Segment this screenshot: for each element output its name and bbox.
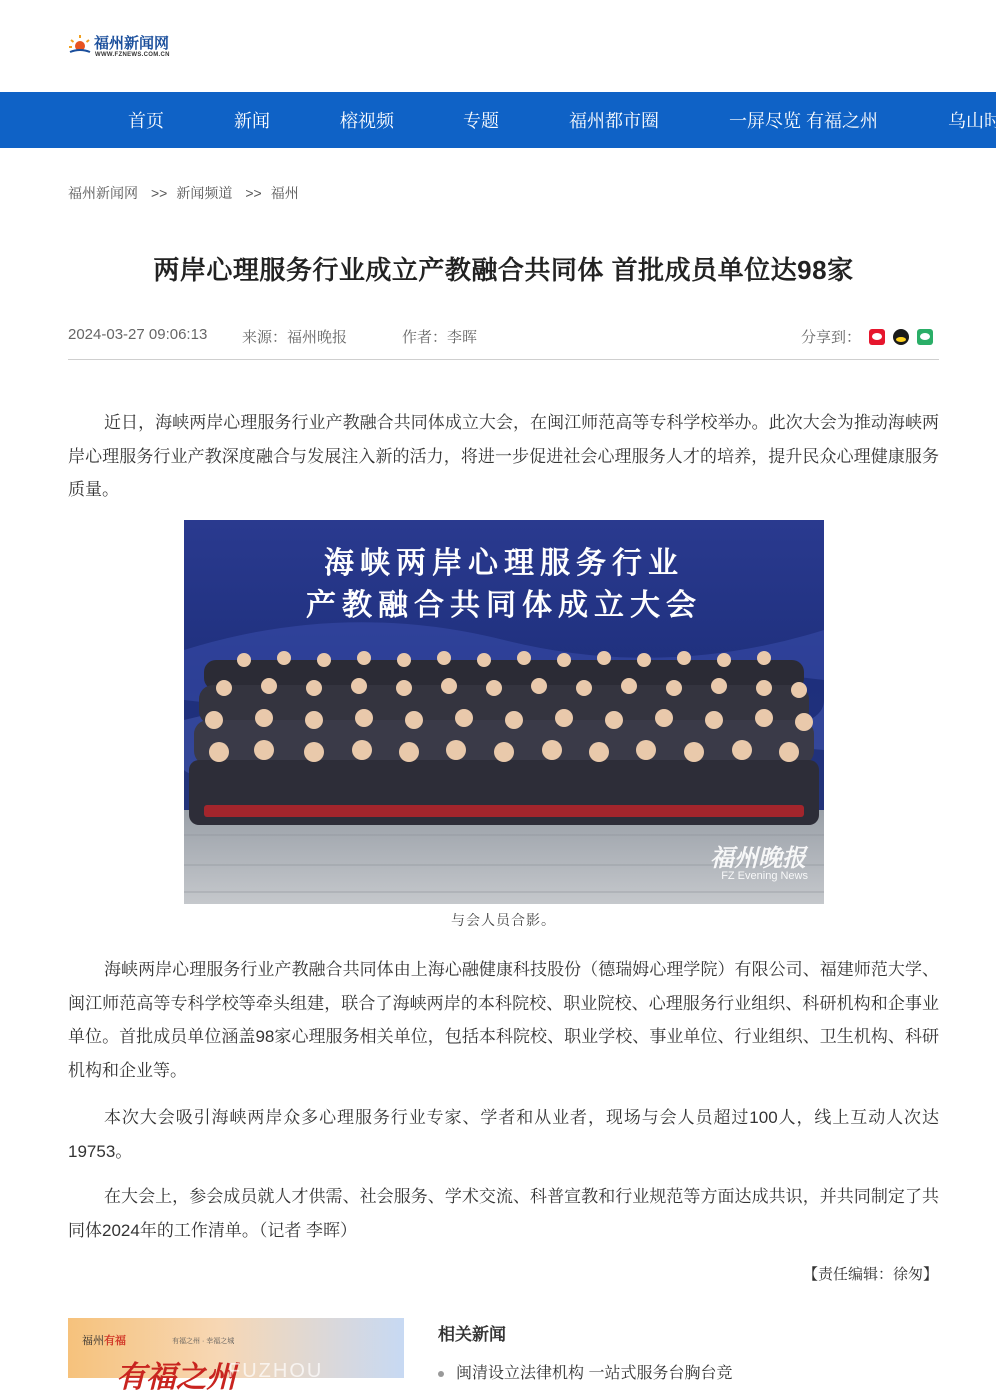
weibo-icon[interactable]: [869, 329, 885, 345]
promo-logo: 福州有福: [82, 1335, 126, 1347]
logo-text: 福州新闻网: [94, 34, 170, 52]
share-bar: [801, 326, 933, 347]
nav-item-topics[interactable]: 专题: [463, 111, 499, 131]
nav-item-overview[interactable]: 一屏尽览 有福之州: [729, 111, 879, 131]
site-header: [0, 0, 996, 92]
logo-sun-icon: [68, 34, 92, 56]
breadcrumb-separator: >>: [151, 185, 168, 201]
nav-item-wushan[interactable]: 乌山时: [948, 111, 1002, 131]
photo-banner-line1: 海峡两岸心理服务行业: [324, 546, 684, 581]
promo-headline: 有福之州: [116, 1360, 236, 1395]
breadcrumb-section[interactable]: 福州: [270, 185, 299, 201]
breadcrumb: [68, 183, 303, 203]
nav-item-video[interactable]: 榕视频: [340, 111, 394, 131]
breadcrumb-home[interactable]: 福州新闻网: [68, 185, 138, 201]
article-paragraph: 本次大会吸引海峡两岸众多心理服务行业专家、学者和从业者，现场与会人员超过100人，线上互动人次达19753。: [68, 1108, 939, 1161]
share-label: 分享到：: [800, 329, 861, 346]
article-author: 作者：李晖: [402, 329, 478, 346]
wechat-icon[interactable]: [917, 329, 933, 345]
nav-item-home[interactable]: 首页: [128, 111, 164, 131]
article-paragraph: 近日，海峡两岸心理服务行业产教融合共同体成立大会，在闽江师范高等专科学校举办。此次大会为推动海峡两岸心理服务行业产教深度融合与发展注入新的活力，将进一步促进社会心理服务人才的培养，提升民众心理健康服务质量。: [68, 413, 939, 499]
photo-watermark-en: FZ Evening News: [721, 870, 808, 882]
breadcrumb-separator: >>: [245, 185, 262, 201]
breadcrumb-channel[interactable]: 新闻频道: [176, 185, 233, 201]
related-news-item[interactable]: 闽清设立法律机构 一站式服务台胸台竞: [438, 1360, 732, 1383]
article-meta: [68, 326, 939, 360]
related-news-title: 相关新闻: [438, 1325, 506, 1344]
photo-caption: 与会人员合影。: [451, 913, 556, 929]
photo-banner-line2: 产教融合共同体成立大会: [306, 588, 702, 623]
article-title: 两岸心理服务行业成立产教融合共同体 首批成员单位达98家: [153, 255, 854, 285]
logo-subtext: WWW.FZNEWS.COM.CN: [95, 52, 170, 58]
promo-english: FUZHOU: [228, 1360, 324, 1382]
article-source: 来源：福州晚报: [242, 329, 348, 346]
photo-watermark: 福州晚报: [710, 843, 806, 872]
site-logo[interactable]: [68, 30, 188, 60]
promo-subtitle: 有福之州 · 幸福之城: [172, 1338, 235, 1345]
nav-item-news[interactable]: 新闻: [234, 111, 270, 131]
main-nav: [0, 92, 1002, 148]
publish-date: 2024-03-27 09:06:13: [68, 326, 208, 343]
nav-item-metro[interactable]: 福州都市圈: [569, 111, 659, 131]
article-paragraph: 海峡两岸心理服务行业产教融合共同体由上海心融健康科技股份（德瑞姆心理学院）有限公司、福建师范大学、闽江师范高等专科学校等牵头组建，联合了海峡两岸的本科院校、职业院校、心理服务行业组织、科研机构和企事业单位。首批成员单位涵盖98家心理服务相关单位，包括本科院校、职业学校、事业单位、行业组织、卫生机构、科研机构和企业等。: [68, 960, 939, 1080]
qq-icon[interactable]: [893, 329, 909, 345]
responsible-editor: 【责任编辑：徐匆】: [802, 1266, 938, 1283]
promo-banner[interactable]: [68, 1318, 404, 1395]
article-photo: [184, 520, 824, 904]
article-paragraph: 在大会上，参会成员就人才供需、社会服务、学术交流、科普宣教和行业规范等方面达成共识，并共同制定了共同体2024年的工作清单。（记者 李晖）: [68, 1187, 939, 1240]
